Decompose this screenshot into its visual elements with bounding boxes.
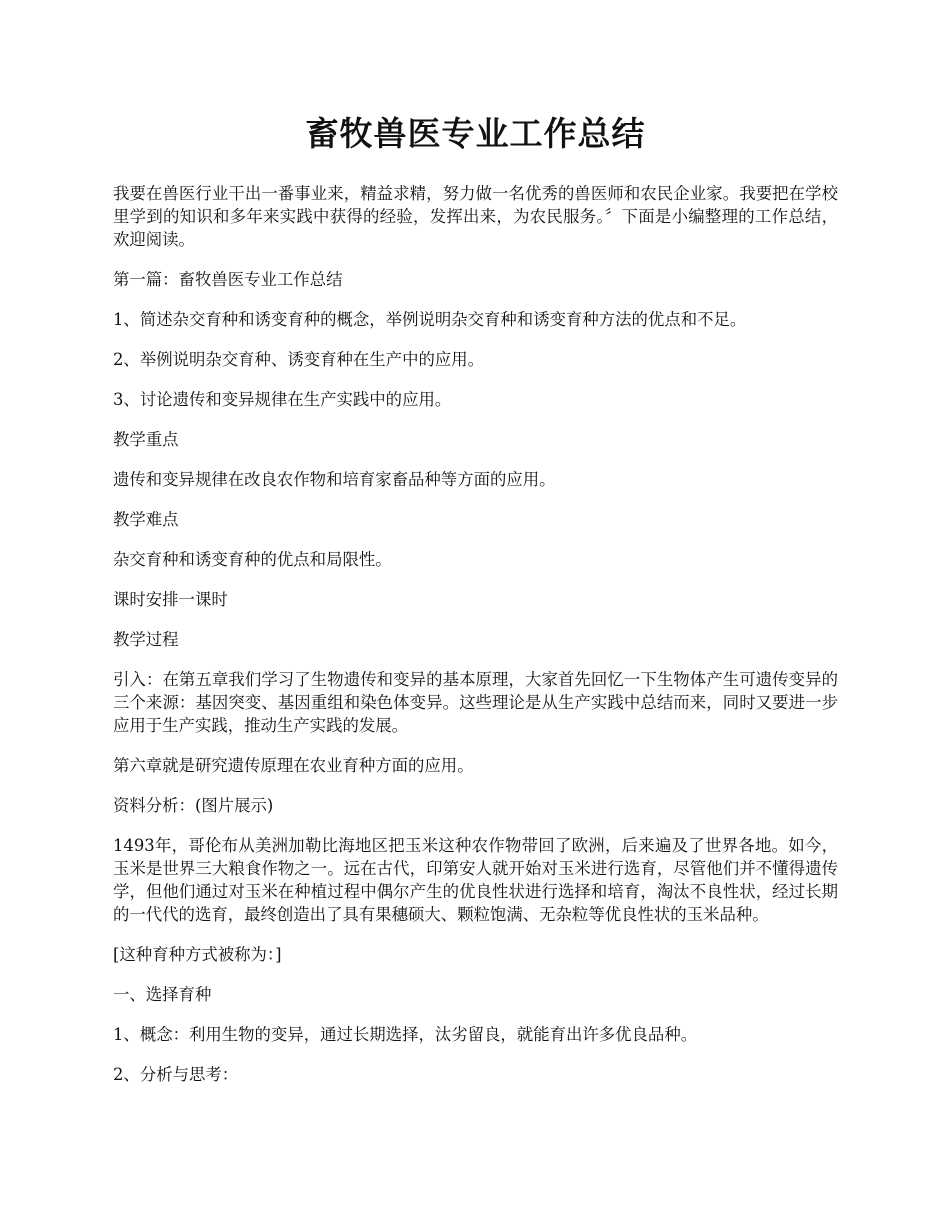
objective-item-1: 1、简述杂交育种和诱变育种的概念，举例说明杂交育种和诱变育种方法的优点和不足。 [113,310,747,329]
material-analysis-label: 资料分析：(图片展示) [113,796,274,815]
heading-teaching-focus: 教学重点 [113,430,179,449]
chapter-six-paragraph: 第六章就是研究遗传原理在农业育种方面的应用。 [113,756,474,775]
teaching-focus-text: 遗传和变异规律在改良农作物和培育家畜品种等方面的应用。 [113,470,556,489]
heading-teaching-difficulty: 教学难点 [113,510,179,529]
heading-selective-breeding: 一、选择育种 [113,985,212,1004]
selective-breeding-concept: 1、概念：利用生物的变异，通过长期选择，汰劣留良，就能育出许多优良品种。 [113,1025,698,1044]
introduction-paragraph: 引入：在第五章我们学习了生物遗传和变异的基本原理，大家首先回忆一下生物体产生可遗传变异的三个来源：基因突变、基因重组和染色体变异。这些理论是从生产实践中总结而来，同时又要进一步应用于生产实践，推动生产实践的发展。 [113,670,838,735]
objective-item-2: 2、举例说明杂交育种、诱变育种在生产中的应用。 [113,350,485,369]
section-heading-part-one: 第一篇：畜牧兽医专业工作总结 [113,270,343,289]
breeding-method-prompt: [这种育种方式被称为：] [113,945,282,964]
document-title: 畜牧兽医专业工作总结 [305,114,646,153]
intro-paragraph: 我要在兽医行业干出一番事业来，精益求精，努力做一名优秀的兽医师和农民企业家。我要把在学校里学到的知识和多年来实践中获得的经验，发挥出来，为农民服务。〞下面是小编整理的工作总结，欢迎阅读。 [113,184,838,249]
objective-item-3: 3、讨论遗传和变异规律在生产实践中的应用。 [113,390,452,409]
analysis-and-thinking: 2、分析与思考： [113,1065,239,1084]
class-schedule: 课时安排一课时 [113,590,228,609]
corn-history-paragraph: 1493年，哥伦布从美洲加勒比海地区把玉米这种农作物带回了欧洲，后来遍及了世界各地。如今，玉米是世界三大粮食作物之一。远在古代，印第安人就开始对玉米进行选育，尽管他们并不懂得遗传学，但他们通过对玉米在种植过程中偶尔产生的优良性状进行选择和培育，淘汰不良性状，经过长期的一代代的选育，最终创造出了具有果穗硕大、颗粒饱满、无杂粒等优良性状的玉米品种。 [113,836,838,924]
teaching-difficulty-text: 杂交育种和诱变育种的优点和局限性。 [113,550,392,569]
heading-teaching-process: 教学过程 [113,630,179,649]
